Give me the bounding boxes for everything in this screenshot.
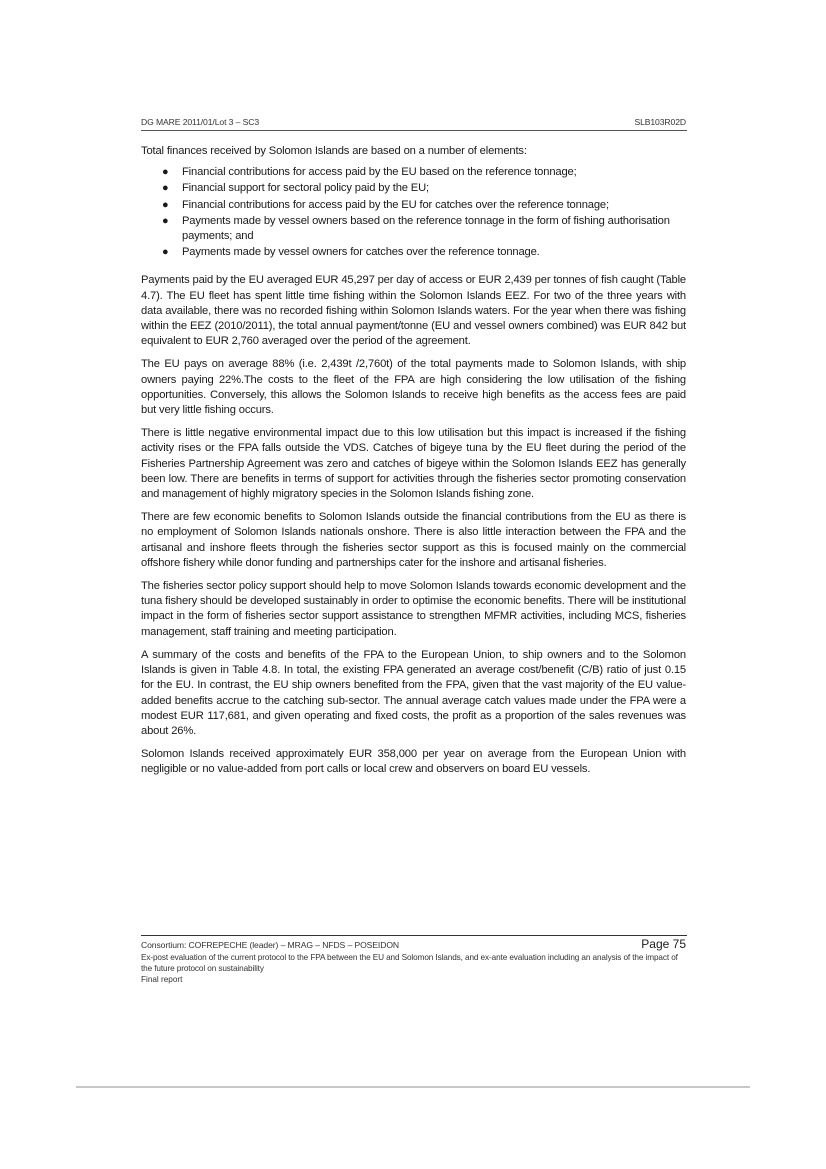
footer-consortium: Consortium: COFREPECHE (leader) – MRAG – NFDS – POSEIDON bbox=[141, 940, 400, 950]
paragraph-economic-benefits: There are few economic benefits to Solomon Islands outside the financial contributions from the EU as there is no employment of Solomon Islands nationals onshore. There is also little interaction between the FPA and the artisanal and inshore fleets through the fisheries sector support as this is focused mainly on the commercial offshore fishery while donor funding and partnerships cater for the inshore and artisanal fisheries. bbox=[141, 511, 686, 569]
header-project-code: DG MARE 2011/01/Lot 3 – SC3 bbox=[141, 117, 259, 127]
paragraph-sector-policy: The fisheries sector policy support should help to move Solomon Islands towards economic development and the tuna fishery should be developed sustainably in order to optimise the economic benefits. There will be institutional impact in the form of fisheries sector support assistance to strengthen MFMR activities, including MCS, fisheries management, staff training and meeting participation. bbox=[141, 580, 686, 638]
header-divider bbox=[141, 130, 687, 131]
footer-report-type: Final report bbox=[141, 975, 183, 984]
intro-paragraph: Total finances received by Solomon Islands are based on a number of elements: bbox=[141, 145, 527, 157]
paragraph-environmental-impact: There is little negative environmental impact due to this low utilisation but this impact is increased if the fishing activity rises or the FPA falls outside the VDS. Catches of bigeye tuna by the EU fleet during the period of the Fisheries Partnership Agreement was zero and catches of bigeye within the Solomon Islands EEZ has generally been low. There are benefits in terms of support for activities through the fisheries sector promoting conservation and management of highly migratory species in the Solomon Islands fishing zone. bbox=[141, 427, 686, 501]
paragraph-eu-payments: Payments paid by the EU averaged EUR 45,297 per day of access or EUR 2,439 per tonnes of fish caught (Table 4.7). The EU fleet has spent little time fishing within the Solomon Islands EEZ. For two of the three years with data available, there was no recorded fishing within Solomon Islands waters. For the year when there was fishing within the EEZ (2010/2011), the total annual payment/tonne (EU and vessel owners combined) was EUR 842 but equivalent to EUR 2,760 averaged over the period of the agreement. bbox=[141, 274, 686, 348]
bullet-icon: ● bbox=[162, 246, 169, 259]
header-document-code: SLB103R02D bbox=[634, 117, 686, 127]
paragraph-cost-benefit-summary: A summary of the costs and benefits of the FPA to the European Union, to ship owners and to the Solomon Islands is given in Table 4.8. In total, the existing FPA generated an average cost/benefit (C/B) ratio of just 0.15 for the EU. In contrast, the EU ship owners benefited from the FPA, given that the vast majority of the EU value-added benefits accrue to the catching sub-sector. The annual average catch values made under the FPA were a modest EUR 117,681, and given operating and fixed costs, the profit as a proportion of the sales revenues was about 26%. bbox=[141, 648, 686, 737]
page-bottom-divider bbox=[76, 1086, 750, 1088]
list-item: ● Payments made by vessel owners based on the reference tonnage in the form of fishing authorisation payments; and bbox=[162, 214, 670, 243]
list-item: ● Financial contributions for access paid by the EU for catches over the reference tonnage; bbox=[141, 198, 686, 213]
bullet-icon: ● bbox=[162, 198, 169, 211]
footer-divider bbox=[141, 935, 687, 936]
list-item: ● Financial contributions for access paid by the EU based on the reference tonnage; bbox=[141, 165, 686, 180]
footer-top-line bbox=[141, 937, 686, 951]
bullet-icon: ● bbox=[162, 214, 169, 227]
list-item: ● Payments made by vessel owners for catches over the reference tonnage. bbox=[141, 245, 686, 260]
bullet-icon: ● bbox=[162, 166, 169, 179]
paragraph-solomon-receipts: Solomon Islands received approximately EUR 358,000 per year on average from the European Union with negligible or no value-added from port calls or local crew and observers on board EU vessels. bbox=[141, 748, 686, 776]
page-number: Page 75 bbox=[641, 937, 686, 951]
paragraph-payment-share: The EU pays on average 88% (i.e. 2,439t /2,760t) of the total payments made to Solomon Islands, with ship owners paying 22%.The costs to the fleet of the FPA are high considering the low utilisation of the fishing opportunities. Conversely, this allows the Solomon Islands to receive high benefits as the access fees are paid but very little fishing occurs. bbox=[141, 358, 686, 417]
bullet-icon: ● bbox=[162, 182, 169, 195]
footer-description: Ex-post evaluation of the current protocol to the FPA between the EU and Solomon Islands, and ex-ante evaluation including an analysis of the impact of the future protocol on sustainability bbox=[141, 953, 678, 974]
running-header bbox=[141, 117, 686, 127]
list-item: ● Financial support for sectoral policy paid by the EU; bbox=[141, 181, 686, 196]
finance-elements-list bbox=[141, 165, 686, 260]
body-text bbox=[141, 144, 686, 786]
